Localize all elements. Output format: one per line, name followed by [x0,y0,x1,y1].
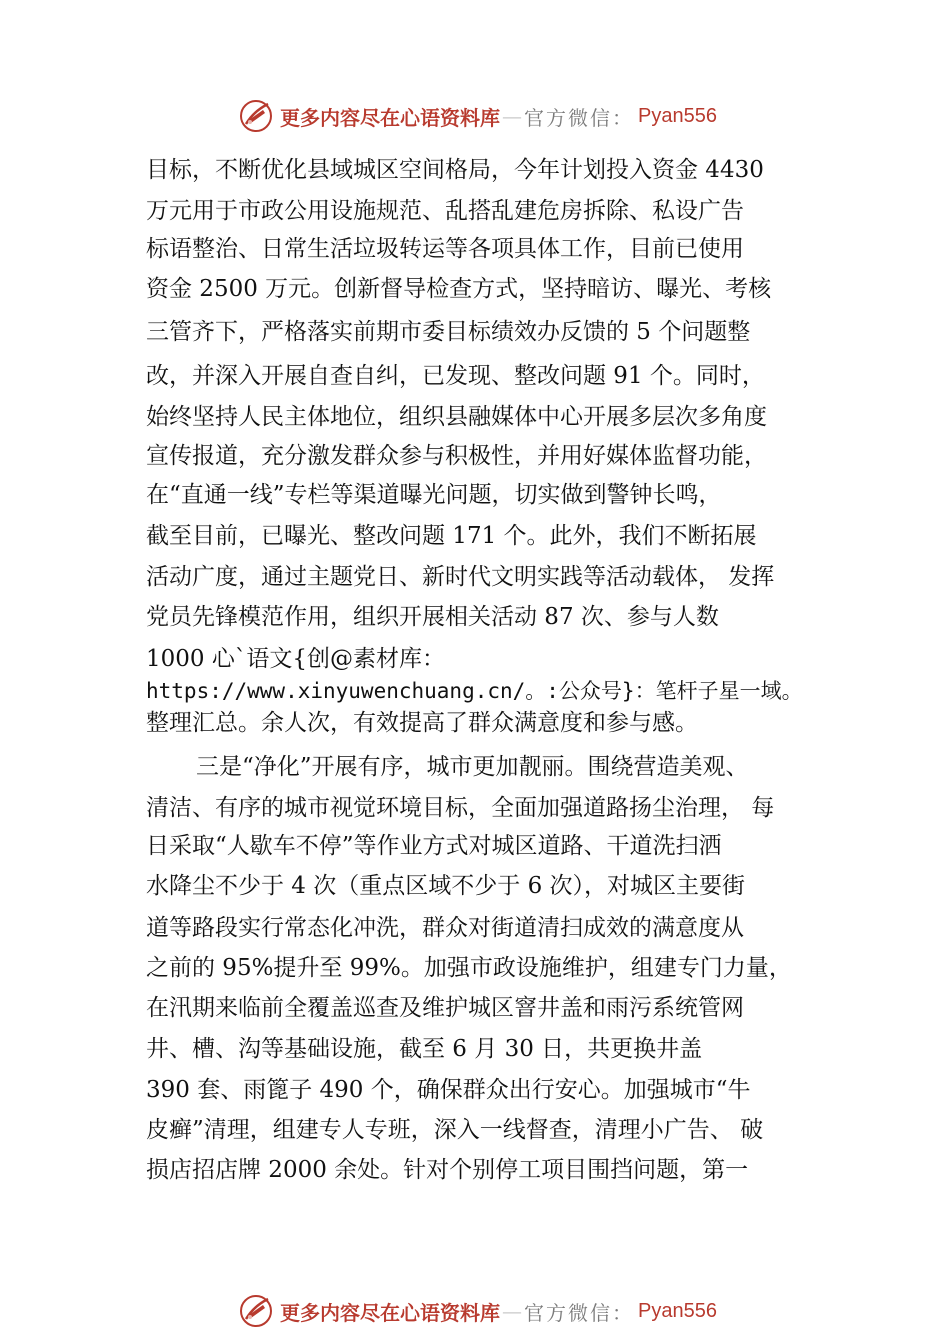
body-line: 万元用于市政公用设施规范、乱搭乱建危房拆除、私设广告 [146,198,744,224]
pen-logo-icon [238,98,274,134]
header-watermark [238,96,717,136]
body-line: 道等路段实行常态化冲洗，群众对街道清扫成效的满意度从 [146,915,744,941]
body-line: 清洁、有序的城市视觉环境目标，全面加强道路扬尘治理， 每 [146,795,775,821]
body-line: 在“直通一线”专栏等渠道曝光问题，切实做到警钟长鸣， [146,482,722,508]
body-line: 水降尘不少于 4 次（重点区域不少于 6 次），对城区主要街 [146,873,746,899]
body-line: 宣传报道，充分激发群众参与积极性，并用好媒体监督功能， [146,443,767,469]
body-line: 标语整治、日常生活垃圾转运等各项具体工作，目前已使用 [146,236,744,262]
body-line: 始终坚持人民主体地位，组织县融媒体中心开展多层次多角度 [146,404,767,430]
body-line: 截至目前，已曝光、整改问题 171 个。此外，我们不断拓展 [146,523,757,549]
body-line: 皮癣”清理，组建专人专班，深入一线督查，清理小广告、 破 [146,1117,764,1143]
watermark-main-text: 更多内容尽在心语资料库 [280,105,500,130]
body-line: 1000 心`语文{创@素材库： [146,646,445,672]
body-line: 在汛期来临前全覆盖巡查及维护城区窨井盖和雨污系统管网 [146,995,744,1021]
watermark-sub-text: 官方微信： [524,105,634,130]
body-line-url: https://www.xinyuwenchuang.cn/。:公众号}：笔杆子星一域。 [146,679,803,703]
paragraph-start-line: 三是“净化”开展有序，城市更加靓丽。围绕营造美观、 [196,754,749,780]
body-line: 之前的 95%提升至 99%。加强市政设施维护，组建专门力量， [146,955,792,981]
body-line: 390 套、雨篦子 490 个，确保群众出行安心。加强城市“牛 [146,1077,751,1103]
body-line: 日采取“人歇车不停”等作业方式对城区道路、干道洗扫洒 [146,833,722,859]
watermark-main-text: 更多内容尽在心语资料库 [280,1300,500,1325]
watermark-dash: — [502,104,522,128]
watermark-dash: — [502,1299,522,1323]
watermark-wechat-id: Pyan556 [638,1299,717,1322]
body-line: 整理汇总。余人次，有效提高了群众满意度和参与感。 [146,710,698,736]
watermark-sub-text: 官方微信： [524,1300,634,1325]
footer-watermark [238,1291,717,1331]
body-line: 损店招店牌 2000 余处。针对个别停工项目围挡问题，第一 [146,1157,749,1183]
body-line: 活动广度，通过主题党日、新时代文明实践等活动载体， 发挥 [146,564,775,590]
body-line: 资金 2500 万元。创新督导检查方式，坚持暗访、曝光、考核 [146,276,772,302]
body-line: 井、槽、沟等基础设施，截至 6 月 30 日，共更换井盖 [146,1036,703,1062]
body-line: 改，并深入开展自查自纠，已发现、整改问题 91 个。同时， [146,363,765,389]
pen-logo-icon [238,1293,274,1329]
watermark-wechat-id: Pyan556 [638,104,717,127]
body-line: 党员先锋模范作用，组织开展相关活动 87 次、参与人数 [146,604,719,630]
body-line: 三管齐下，严格落实前期市委目标绩效办反馈的 5 个问题整 [146,319,751,345]
body-line: 目标，不断优化县域城区空间格局，今年计划投入资金 4430 [146,157,764,183]
